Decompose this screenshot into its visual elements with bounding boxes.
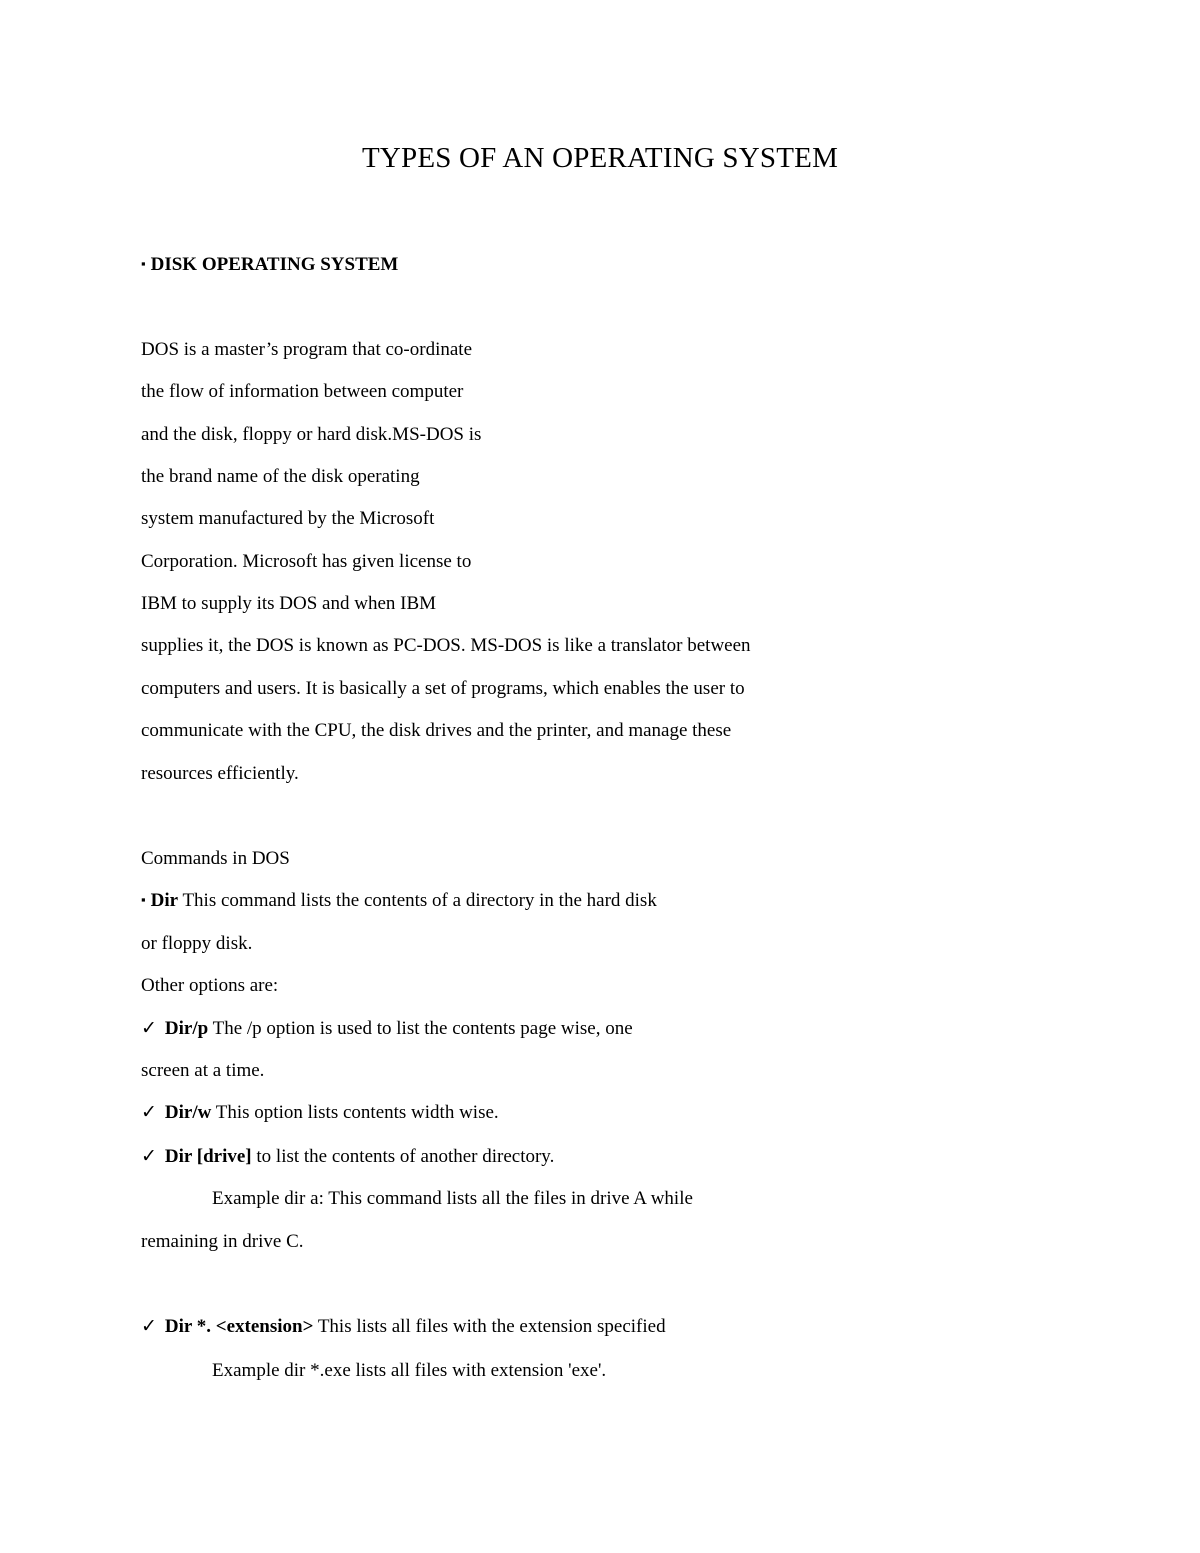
paragraph-line: IBM to supply its DOS and when IBM xyxy=(141,593,437,614)
option-term: Dir/p xyxy=(164,1018,209,1039)
paragraph-line: resources efficiently. xyxy=(141,763,299,784)
page-title: TYPES OF AN OPERATING SYSTEM xyxy=(361,142,839,174)
paragraph-line: communicate with the CPU, the disk drives and the printer, and manage these xyxy=(141,720,732,741)
section-heading xyxy=(141,253,398,278)
commands-heading: Commands in DOS xyxy=(141,848,290,869)
paragraph-line: and the disk, floppy or hard disk.MS-DOS is xyxy=(141,424,482,445)
paragraph-line: supplies it, the DOS is known as PC-DOS. MS-DOS is like a translator between xyxy=(141,635,751,656)
command-dir-cont: or floppy disk. xyxy=(141,933,253,954)
paragraph-line: system manufactured by the Microsoft xyxy=(141,508,435,529)
other-options-label: Other options are: xyxy=(141,975,279,996)
paragraph-line: the brand name of the disk operating xyxy=(141,466,420,487)
check-icon: ✓ xyxy=(141,1102,157,1123)
option-desc: This lists all files with the extension specified xyxy=(313,1316,666,1337)
check-icon: ✓ xyxy=(141,1018,157,1039)
paragraph-line: DOS is a master’s program that co-ordinate xyxy=(141,339,473,360)
check-icon: ✓ xyxy=(141,1316,157,1337)
check-icon: ✓ xyxy=(141,1146,157,1167)
option-dir-extension xyxy=(141,1315,666,1339)
square-bullet-icon: ▪ xyxy=(141,256,146,271)
option-desc: to list the contents of another directory. xyxy=(251,1146,555,1167)
example-dir-drive: Example dir a: This command lists all the files in drive A while xyxy=(212,1188,693,1209)
paragraph-line: the flow of information between computer xyxy=(141,381,464,402)
option-term: Dir/w xyxy=(164,1102,212,1123)
option-term: Dir [drive] xyxy=(164,1146,252,1167)
command-term: Dir xyxy=(150,890,179,911)
option-dir-p xyxy=(141,1017,633,1041)
example-dir-extension: Example dir *.exe lists all files with extension 'exe'. xyxy=(212,1360,607,1381)
option-term: Dir *. <extension> xyxy=(164,1316,314,1337)
option-dir-p-cont: screen at a time. xyxy=(141,1060,265,1081)
example-dir-drive-cont: remaining in drive C. xyxy=(141,1231,304,1252)
section-heading-text: DISK OPERATING SYSTEM xyxy=(150,254,399,275)
option-desc: This option lists contents width wise. xyxy=(211,1102,499,1123)
paragraph-line: Corporation. Microsoft has given license to xyxy=(141,551,472,572)
command-desc: This command lists the contents of a directory in the hard disk xyxy=(178,890,657,911)
square-bullet-icon: ▪ xyxy=(141,892,146,907)
command-dir xyxy=(141,889,657,914)
option-desc: The /p option is used to list the contents page wise, one xyxy=(208,1018,633,1039)
option-dir-w xyxy=(141,1101,499,1125)
option-dir-drive xyxy=(141,1145,554,1169)
paragraph-line: computers and users. It is basically a set of programs, which enables the user to xyxy=(141,678,745,699)
